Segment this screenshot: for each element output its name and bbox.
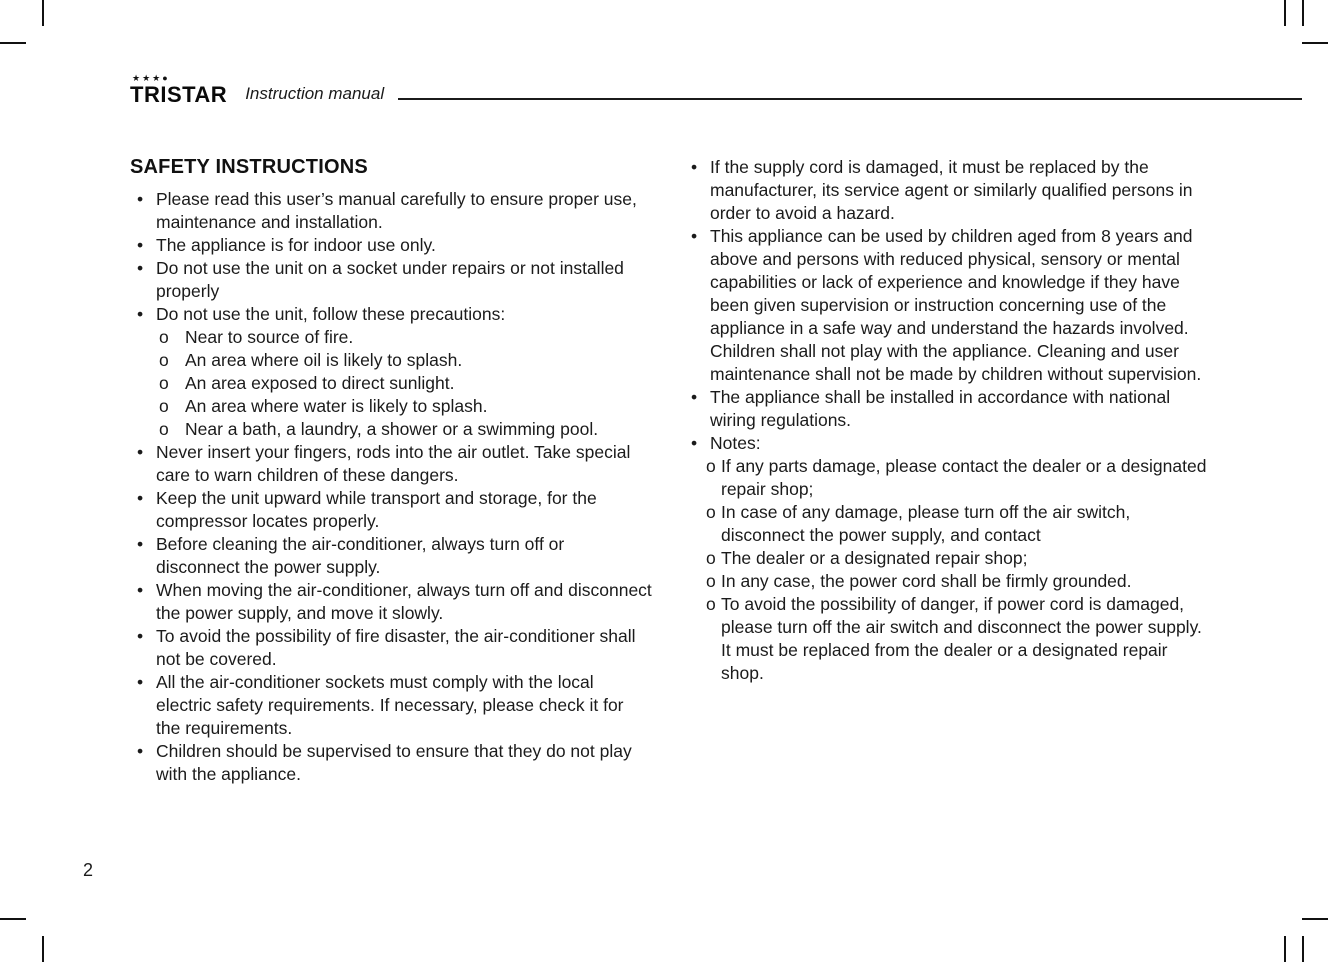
list-item — [137, 533, 652, 579]
brand-name: TRISTAR — [130, 82, 228, 107]
sub-bullet-icon: o — [706, 456, 716, 476]
sub-bullet-icon: o — [159, 373, 169, 393]
list-item-text: The appliance is for indoor use only. — [156, 235, 436, 255]
sub-item-text: In case of any damage, please turn off the air switch, disconnect the power supply, and contact — [721, 502, 1131, 545]
sub-item-text: An area where oil is likely to splash. — [185, 350, 463, 370]
sub-bullet-icon: o — [706, 502, 716, 522]
sub-list-item — [159, 418, 652, 441]
list-item — [137, 671, 652, 740]
bullet-icon: • — [137, 534, 144, 554]
list-item-text: If the supply cord is damaged, it must be replaced by the manufacturer, its service agent or similarly qualified persons in order to avoid a hazard. — [710, 157, 1193, 223]
crop-mark — [42, 0, 44, 26]
list-item-text: This appliance can be used by children aged from 8 years and above and persons with reduced physical, sensory or mental capabilities or lack of experience and knowledge if they have been given supervision or instruction concerning use of the appliance in a safe way and understand the hazards involved. Children shall not play with the appliance. Cleaning and user maintenance shall not be made by children without supervision. — [710, 226, 1202, 384]
list-item-text: To avoid the possibility of fire disaster, the air-conditioner shall not be covered. — [156, 626, 636, 669]
page-number: 2 — [83, 860, 94, 880]
list-item-text: Do not use the unit on a socket under repairs or not installed properly — [156, 258, 624, 301]
bullet-icon: • — [137, 580, 144, 600]
sub-item-text: An area where water is likely to splash. — [185, 396, 488, 416]
crop-mark — [1284, 0, 1286, 26]
list-item-text: Notes: — [710, 433, 761, 453]
list-item-text: All the air-conditioner sockets must comply with the local electric safety requirements. If necessary, please check it for the requirements. — [156, 672, 624, 738]
sub-list-item — [706, 455, 1208, 501]
sub-list-item — [706, 547, 1208, 570]
header-rule — [398, 98, 1302, 100]
bullet-icon: • — [137, 488, 144, 508]
bullet-icon: • — [137, 741, 144, 761]
crop-mark — [1302, 936, 1304, 962]
list-item — [691, 432, 1208, 685]
content-columns — [130, 156, 1208, 786]
section-title: SAFETY INSTRUCTIONS — [130, 156, 368, 178]
bullet-icon: • — [691, 387, 698, 407]
bullet-icon: • — [137, 235, 144, 255]
sub-item-text: The dealer or a designated repair shop; — [721, 548, 1028, 568]
sub-bullet-icon: o — [159, 396, 169, 416]
bullet-icon: • — [137, 672, 144, 692]
list-item — [137, 188, 652, 234]
crop-mark — [1284, 936, 1286, 962]
list-item — [691, 386, 1208, 432]
list-item-text: Children should be supervised to ensure that they do not play with the appliance. — [156, 741, 632, 784]
safety-list-right — [684, 156, 1208, 685]
list-item — [691, 225, 1208, 386]
sub-bullet-icon: o — [706, 594, 716, 614]
crop-mark — [0, 918, 26, 920]
sub-bullet-icon: o — [706, 571, 716, 591]
sub-list-item — [159, 326, 652, 349]
sub-bullet-icon: o — [159, 419, 169, 439]
list-item-text: The appliance shall be installed in accordance with national wiring regulations. — [710, 387, 1171, 430]
crop-mark — [0, 42, 26, 44]
list-item — [137, 740, 652, 786]
document-title: Instruction manual — [245, 84, 385, 103]
list-item-text: Please read this user’s manual carefully to ensure proper use, maintenance and installation. — [156, 189, 637, 232]
list-item-text: When moving the air-conditioner, always turn off and disconnect the power supply, and move it slowly. — [156, 580, 652, 623]
sub-bullet-icon: o — [706, 548, 716, 568]
list-item-text: Never insert your fingers, rods into the air outlet. Take special care to warn children of these dangers. — [156, 442, 631, 485]
bullet-icon: • — [691, 226, 698, 246]
crop-mark — [1302, 42, 1328, 44]
sub-list-item — [159, 395, 652, 418]
sub-item-text: An area exposed to direct sunlight. — [185, 373, 455, 393]
crop-mark — [1302, 918, 1328, 920]
logo-stars-icon: ★★★● — [132, 73, 170, 83]
sub-list-item — [159, 372, 652, 395]
sub-item-text: To avoid the possibility of danger, if power cord is damaged, please turn off the air switch and disconnect the power supply. It must be replaced from the dealer or a designated repair shop. — [721, 594, 1202, 683]
bullet-icon: • — [137, 258, 144, 278]
bullet-icon: • — [137, 626, 144, 646]
list-item — [137, 487, 652, 533]
crop-mark — [1302, 0, 1304, 26]
bullet-icon: • — [137, 189, 144, 209]
sub-list-item — [706, 570, 1208, 593]
list-item — [137, 441, 652, 487]
list-item — [137, 625, 652, 671]
list-item-text: Before cleaning the air-conditioner, always turn off or disconnect the power supply. — [156, 534, 565, 577]
sub-item-text: Near to source of fire. — [185, 327, 354, 347]
sub-list — [706, 455, 1208, 685]
tristar-logo — [130, 74, 227, 106]
page-header — [130, 74, 1302, 106]
sub-list-item — [706, 501, 1208, 547]
sub-list-item — [159, 349, 652, 372]
list-item — [137, 579, 652, 625]
list-item — [137, 257, 652, 303]
list-item-text: Keep the unit upward while transport and storage, for the compressor locates properly. — [156, 488, 597, 531]
right-column — [684, 156, 1208, 786]
sub-item-text: If any parts damage, please contact the dealer or a designated repair shop; — [721, 456, 1207, 499]
list-item — [137, 234, 652, 257]
bullet-icon: • — [691, 433, 698, 453]
left-column — [130, 156, 652, 786]
safety-list-left — [130, 188, 652, 786]
sub-item-text: Near a bath, a laundry, a shower or a swimming pool. — [185, 419, 599, 439]
sub-list — [159, 326, 652, 441]
sub-item-text: In any case, the power cord shall be firmly grounded. — [721, 571, 1132, 591]
crop-mark — [42, 936, 44, 962]
bullet-icon: • — [137, 304, 144, 324]
bullet-icon: • — [137, 442, 144, 462]
sub-bullet-icon: o — [159, 327, 169, 347]
list-item-text: Do not use the unit, follow these precautions: — [156, 304, 506, 324]
list-item — [691, 156, 1208, 225]
bullet-icon: • — [691, 157, 698, 177]
list-item — [137, 303, 652, 441]
sub-list-item — [706, 593, 1208, 685]
sub-bullet-icon: o — [159, 350, 169, 370]
